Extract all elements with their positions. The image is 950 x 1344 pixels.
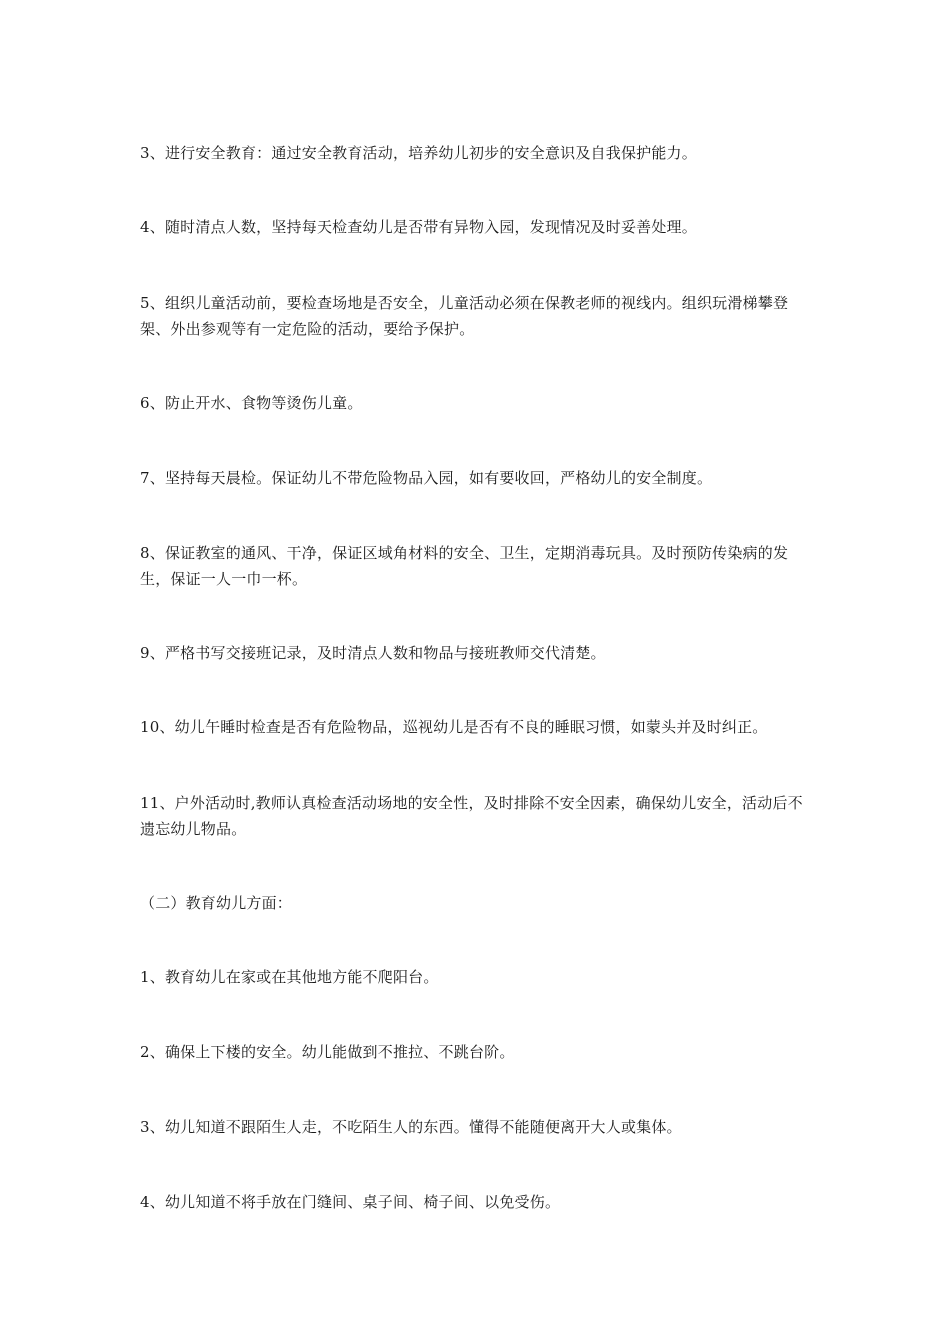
paragraph-item-6: 6、防止开水、食物等烫伤儿童。	[140, 394, 363, 412]
section-heading-education: （二）教育幼儿方面：	[140, 894, 293, 912]
paragraph-edu-item-2: 2、确保上下楼的安全。幼儿能做到不推拉、不跳台阶。	[140, 1043, 515, 1061]
paragraph-edu-item-4: 4、幼儿知道不将手放在门缝间、桌子间、椅子间、以免受伤。	[140, 1193, 561, 1211]
paragraph-edu-item-3: 3、幼儿知道不跟陌生人走，不吃陌生人的东西。懂得不能随便离开大人或集体。	[140, 1118, 682, 1136]
paragraph-item-5: 5、组织儿童活动前，要检查场地是否安全，儿童活动必须在保教老师的视线内。组织玩滑梯攀登架、外出参观等有一定危险的活动，要给予保护。	[140, 294, 789, 338]
paragraph-item-9: 9、严格书写交接班记录，及时清点人数和物品与接班教师交代清楚。	[140, 644, 606, 662]
paragraph-item-7: 7、坚持每天晨检。保证幼儿不带危险物品入园，如有要收回，严格幼儿的安全制度。	[140, 469, 713, 487]
paragraph-item-8: 8、保证教室的通风、干净，保证区域角材料的安全、卫生，定期消毒玩具。及时预防传染病的发生，保证一人一巾一杯。	[140, 544, 789, 588]
paragraph-item-3: 3、进行安全教育：通过安全教育活动，培养幼儿初步的安全意识及自我保护能力。	[140, 144, 697, 162]
paragraph-edu-item-1: 1、教育幼儿在家或在其他地方能不爬阳台。	[140, 968, 439, 986]
paragraph-item-11: 11、户外活动时,教师认真检查活动场地的安全性，及时排除不安全因素，确保幼儿安全，活动后不遗忘幼儿物品。	[140, 794, 803, 838]
paragraph-item-4: 4、随时清点人数，坚持每天检查幼儿是否带有异物入园，发现情况及时妥善处理。	[140, 218, 697, 236]
paragraph-item-10: 10、幼儿午睡时检查是否有危险物品，巡视幼儿是否有不良的睡眠习惯，如蒙头并及时纠正。	[140, 718, 768, 736]
